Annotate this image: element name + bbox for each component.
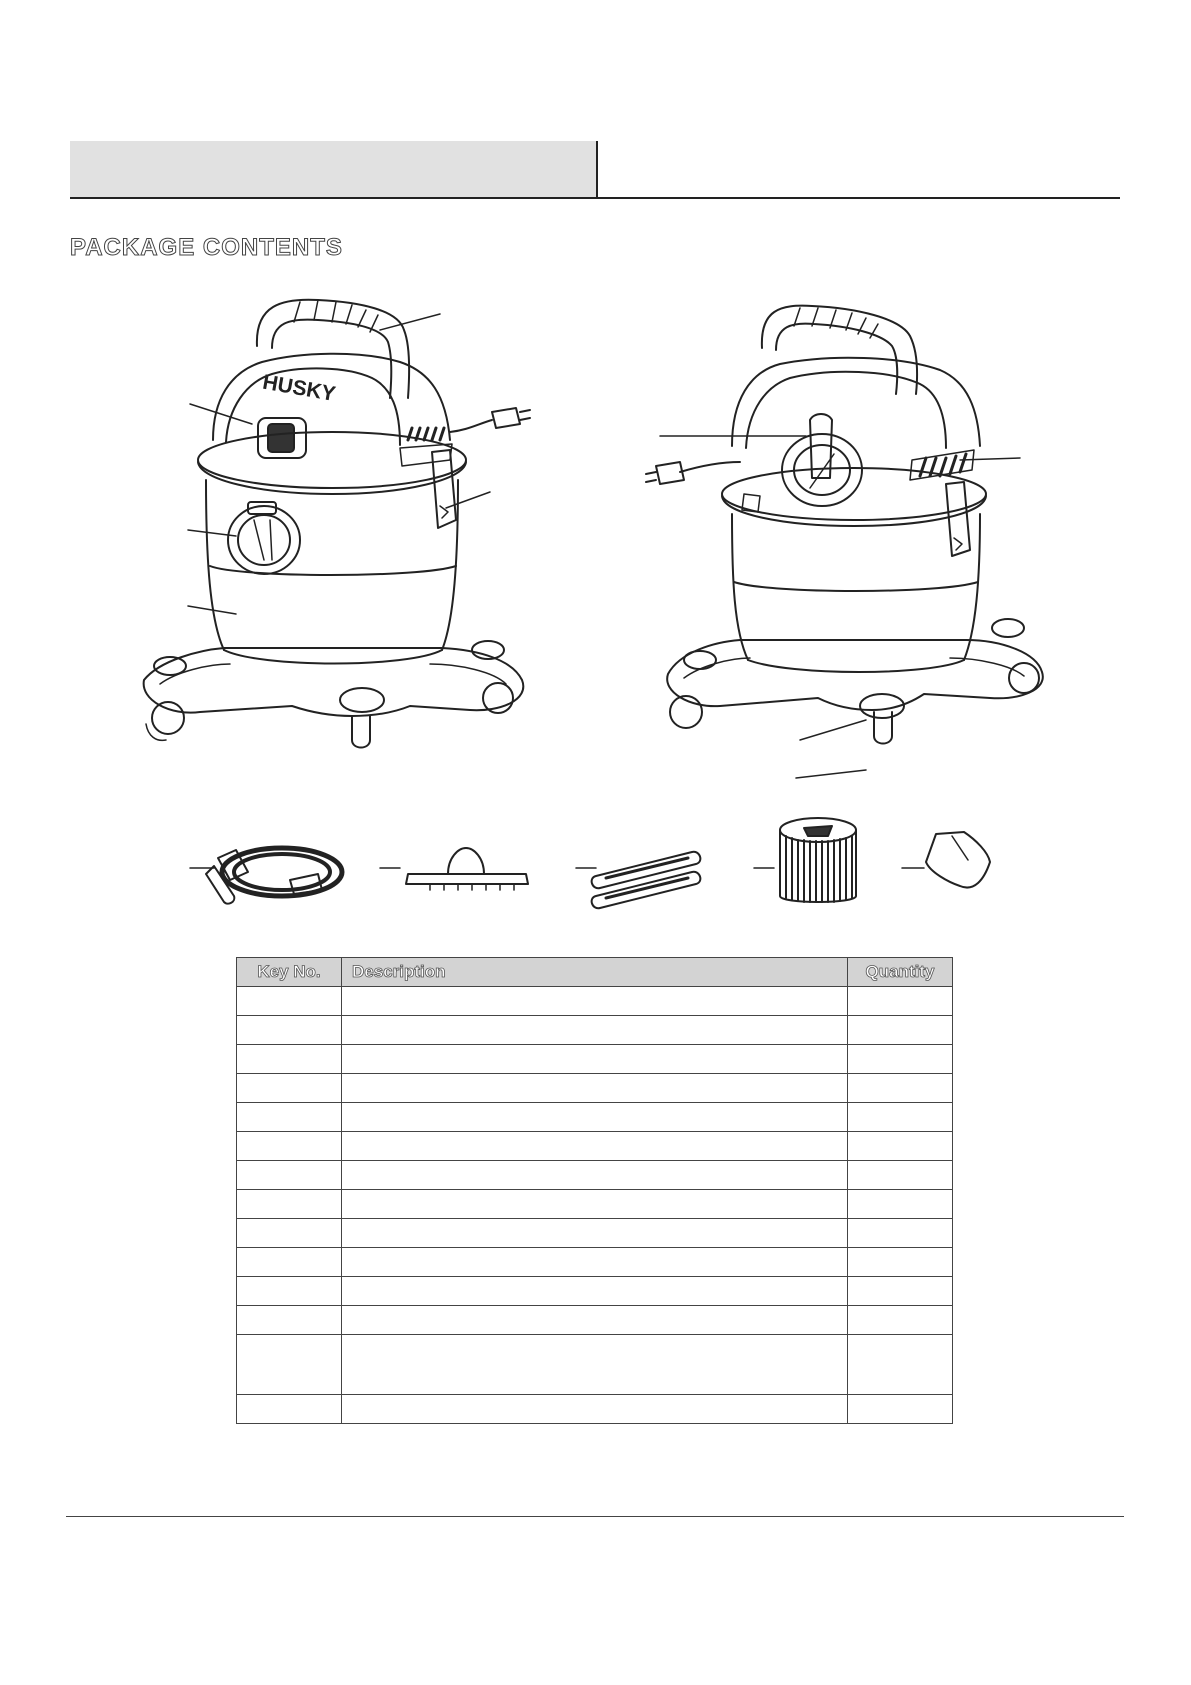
quantity-cell xyxy=(848,1161,953,1190)
description-cell xyxy=(342,1306,848,1335)
key-cell xyxy=(237,1248,342,1277)
quantity-cell xyxy=(848,1132,953,1161)
quantity-cell xyxy=(848,1306,953,1335)
accessory-hose xyxy=(190,848,342,904)
description-header: Description xyxy=(342,958,848,987)
description-cell xyxy=(342,1248,848,1277)
quantity-cell xyxy=(848,1219,953,1248)
description-cell xyxy=(342,1045,848,1074)
key-no-header: Key No. xyxy=(237,958,342,987)
description-cell xyxy=(342,987,848,1016)
accessory-dry-filter-bag xyxy=(902,832,990,888)
key-cell xyxy=(237,1161,342,1190)
table-row xyxy=(237,987,953,1016)
vacuum-rear-view xyxy=(646,306,1043,778)
quantity-cell xyxy=(848,1335,953,1395)
description-cell xyxy=(342,1190,848,1219)
parts-table-header xyxy=(237,958,953,987)
description-cell xyxy=(342,1074,848,1103)
table-row xyxy=(237,1016,953,1045)
husky-logo xyxy=(261,371,337,406)
quantity-cell xyxy=(848,1016,953,1045)
table-row xyxy=(237,1395,953,1424)
accessory-extension-wands xyxy=(576,852,700,908)
section-title: PACKAGE CONTENTS xyxy=(70,234,343,261)
table-row xyxy=(237,1277,953,1306)
quantity-cell xyxy=(848,1074,953,1103)
description-cell xyxy=(342,1219,848,1248)
table-row xyxy=(237,1248,953,1277)
key-cell xyxy=(237,1277,342,1306)
quantity-cell xyxy=(848,1103,953,1132)
quantity-cell xyxy=(848,1190,953,1219)
description-cell xyxy=(342,1132,848,1161)
quantity-header: Quantity xyxy=(848,958,953,987)
table-row xyxy=(237,1335,953,1395)
husky-logo-text: HUSKY xyxy=(260,370,338,407)
key-cell xyxy=(237,1335,342,1395)
description-cell xyxy=(342,1277,848,1306)
footer-rule xyxy=(66,1516,1124,1517)
table-row xyxy=(237,1132,953,1161)
table-row xyxy=(237,1161,953,1190)
vacuum-front-view xyxy=(144,300,530,748)
table-row xyxy=(237,1103,953,1132)
table-row xyxy=(237,1306,953,1335)
table-row xyxy=(237,1190,953,1219)
description-cell xyxy=(342,1103,848,1132)
key-cell xyxy=(237,1132,342,1161)
parts-table xyxy=(236,957,953,1424)
key-cell xyxy=(237,1219,342,1248)
quantity-cell xyxy=(848,987,953,1016)
quantity-cell xyxy=(848,1395,953,1424)
description-cell xyxy=(342,1335,848,1395)
key-cell xyxy=(237,1103,342,1132)
key-cell xyxy=(237,987,342,1016)
quantity-cell xyxy=(848,1277,953,1306)
description-cell xyxy=(342,1016,848,1045)
key-cell xyxy=(237,1306,342,1335)
key-cell xyxy=(237,1395,342,1424)
description-cell xyxy=(342,1161,848,1190)
table-row xyxy=(237,1045,953,1074)
accessory-cartridge-filter xyxy=(754,818,856,902)
key-cell xyxy=(237,1074,342,1103)
key-cell xyxy=(237,1016,342,1045)
description-cell xyxy=(342,1395,848,1424)
table-row xyxy=(237,1219,953,1248)
quantity-cell xyxy=(848,1045,953,1074)
key-cell xyxy=(237,1045,342,1074)
key-cell xyxy=(237,1190,342,1219)
table-row xyxy=(237,1074,953,1103)
accessory-floor-nozzle xyxy=(380,848,528,890)
quantity-cell xyxy=(848,1248,953,1277)
